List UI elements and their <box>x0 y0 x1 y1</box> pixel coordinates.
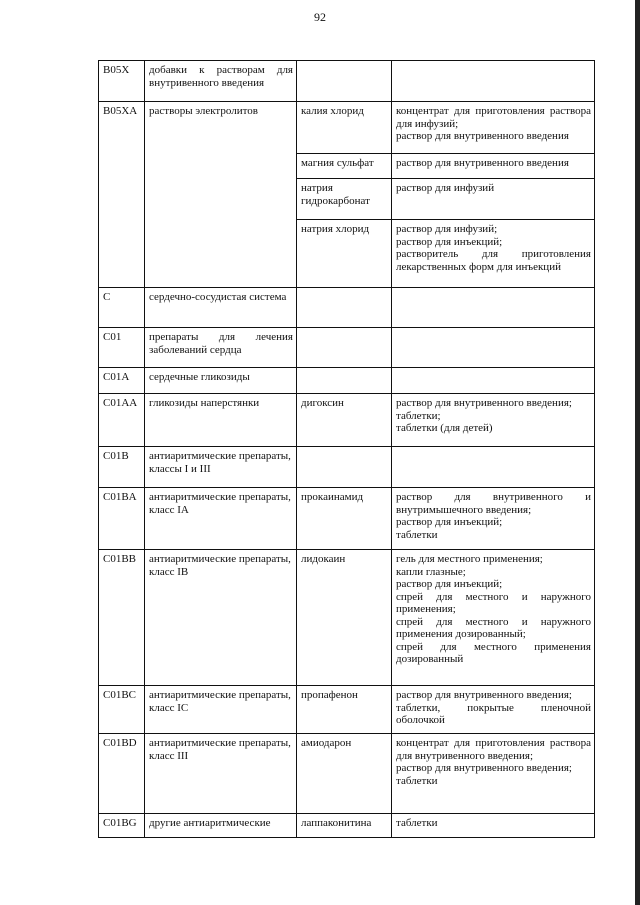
table-row <box>99 394 595 447</box>
inn-name <box>297 288 392 328</box>
page-number: 92 <box>314 10 326 24</box>
inn-name: магния сульфат <box>297 154 392 179</box>
dosage-form-item: гель для местного применения; <box>396 553 543 565</box>
inn-name: прокаинамид <box>297 488 392 550</box>
dosage-form-item: раствор для внутривенного введения <box>396 130 569 142</box>
dosage-forms <box>392 154 595 179</box>
atc-group: сердечные гликозиды <box>145 368 297 394</box>
dosage-form-item: раствор для внутривенного введения <box>396 157 569 169</box>
inn-name <box>297 328 392 368</box>
dosage-form-item: таблетки, покрытые пленочной оболочкой <box>396 701 591 726</box>
dosage-form-item: концентрат для приготовления раствора для внутривенного введения; <box>396 737 591 762</box>
dosage-form-item: раствор для инъекций; <box>396 578 503 590</box>
inn-name: пропафенон <box>297 686 392 734</box>
table-row <box>99 447 595 488</box>
atc-code: C <box>99 288 145 328</box>
dosage-forms <box>392 814 595 838</box>
table-row <box>99 288 595 328</box>
inn-name <box>297 368 392 394</box>
table-row <box>99 61 595 102</box>
dosage-form-item: раствор для инфузий; <box>396 223 498 235</box>
table-row <box>99 328 595 368</box>
atc-group: антиаритмические препараты, класс III <box>145 734 297 814</box>
inn-name: лидокаин <box>297 550 392 686</box>
dosage-forms <box>392 550 595 686</box>
dosage-form-item: раствор для внутривенного введения; <box>396 397 572 409</box>
dosage-forms <box>392 734 595 814</box>
atc-group: растворы электролитов <box>145 102 297 288</box>
table-row <box>99 488 595 550</box>
atc-code: C01B <box>99 447 145 488</box>
dosage-forms <box>392 368 595 394</box>
dosage-form-item: таблетки <box>396 774 438 787</box>
table-row <box>99 734 595 814</box>
atc-code: B05XA <box>99 102 145 288</box>
inn-name: амиодарон <box>297 734 392 814</box>
atc-group: антиаритмические препараты, классы I и III <box>145 447 297 488</box>
dosage-form-item: растворитель для приготовления лекарственных форм для инъекций <box>396 248 591 273</box>
table-row <box>99 102 595 154</box>
dosage-form-item: таблетки; <box>396 409 441 422</box>
dosage-form-item: раствор для инъекций; <box>396 516 503 528</box>
atc-group: другие антиаритмические <box>145 814 297 838</box>
atc-group: добавки к растворам для внутривенного введения <box>145 61 297 102</box>
inn-name: калия хлорид <box>297 102 392 154</box>
atc-group: препараты для лечения заболеваний сердца <box>145 328 297 368</box>
atc-code: B05X <box>99 61 145 102</box>
dosage-form-item: раствор для внутривенного введения; <box>396 689 572 701</box>
dosage-form-item: раствор для внутривенного введения; <box>396 762 572 774</box>
atc-code: C01A <box>99 368 145 394</box>
dosage-forms <box>392 61 595 102</box>
inn-name: натрия хлорид <box>297 220 392 288</box>
dosage-form-item: капли глазные; <box>396 565 466 578</box>
dosage-form-item: раствор для внутривенного и внутримышечного введения; <box>396 491 591 516</box>
table-row <box>99 550 595 686</box>
inn-name <box>297 447 392 488</box>
dosage-form-item: спрей для местного и наружного применения; <box>396 590 591 615</box>
dosage-form-item: спрей для местного применения дозированный <box>396 640 591 665</box>
atc-code: C01AA <box>99 394 145 447</box>
atc-code: C01BD <box>99 734 145 814</box>
dosage-form-item: концентрат для приготовления раствора для инфузий; <box>396 105 591 130</box>
inn-name: дигоксин <box>297 394 392 447</box>
dosage-forms <box>392 288 595 328</box>
atc-group: антиаритмические препараты, класс IB <box>145 550 297 686</box>
dosage-forms <box>392 447 595 488</box>
dosage-form-item: таблетки <box>396 817 438 829</box>
atc-code: C01BG <box>99 814 145 838</box>
drug-table <box>98 60 595 838</box>
dosage-form-item: раствор для инъекций; <box>396 235 503 248</box>
dosage-forms <box>392 328 595 368</box>
atc-group: антиаритмические препараты, класс IC <box>145 686 297 734</box>
dosage-form-item: таблетки (для детей) <box>396 422 493 434</box>
dosage-forms <box>392 488 595 550</box>
dosage-form-item: раствор для инфузий <box>396 182 495 194</box>
atc-code: C01BC <box>99 686 145 734</box>
dosage-form-item: спрей для местного и наружного применения дозированный; <box>396 615 591 640</box>
dosage-forms <box>392 220 595 288</box>
atc-group: антиаритмические препараты, класс IA <box>145 488 297 550</box>
inn-name: натрия гидрокарбонат <box>297 179 392 220</box>
table-row <box>99 814 595 838</box>
dosage-forms <box>392 179 595 220</box>
inn-name <box>297 61 392 102</box>
atc-group: сердечно-сосудистая система <box>145 288 297 328</box>
atc-code: C01BB <box>99 550 145 686</box>
dosage-forms <box>392 102 595 154</box>
atc-group: гликозиды наперстянки <box>145 394 297 447</box>
scan-edge-shadow <box>635 0 640 905</box>
inn-name: лаппаконитина <box>297 814 392 838</box>
table-row <box>99 686 595 734</box>
dosage-form-item: таблетки <box>396 528 438 541</box>
dosage-forms <box>392 686 595 734</box>
atc-code: C01BA <box>99 488 145 550</box>
dosage-forms <box>392 394 595 447</box>
atc-code: C01 <box>99 328 145 368</box>
table-row <box>99 368 595 394</box>
